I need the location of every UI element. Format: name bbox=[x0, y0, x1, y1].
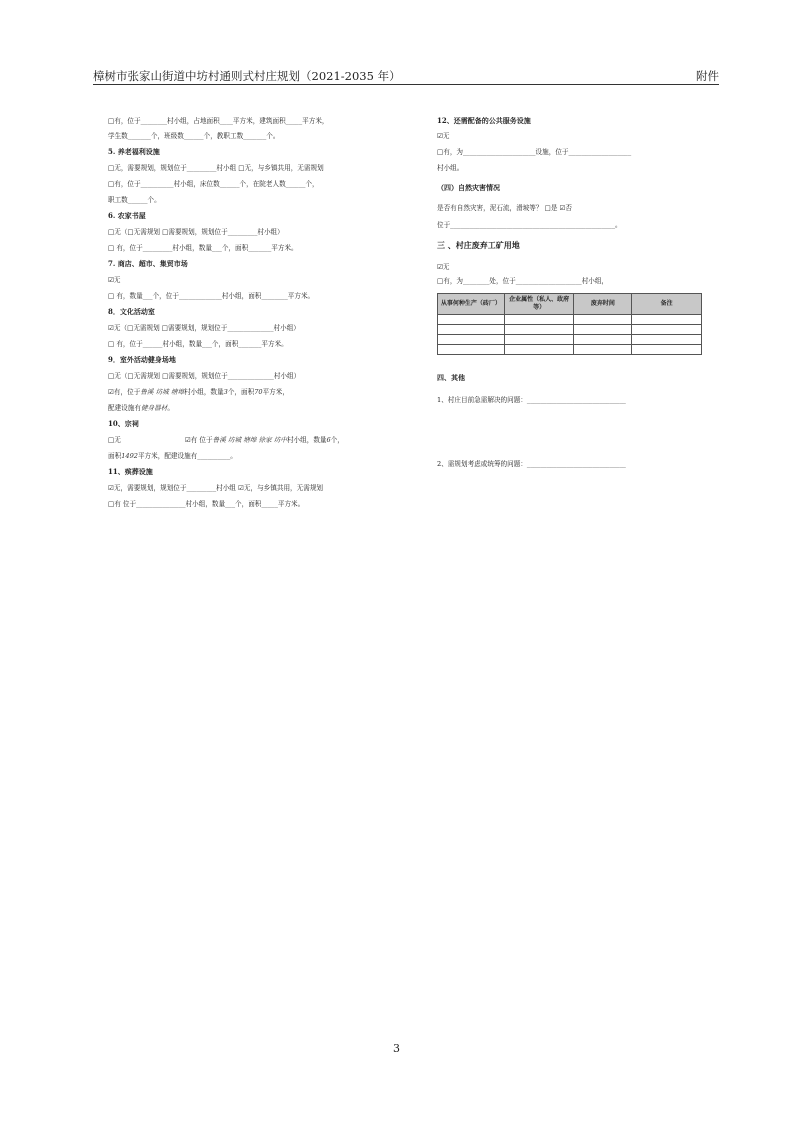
section-12-title: 12、还需配备的公共服务设施 bbox=[437, 116, 531, 125]
section-12-line-3: 村小组。 bbox=[437, 164, 464, 172]
table-cell bbox=[438, 315, 505, 325]
table-cell bbox=[438, 325, 505, 335]
table-cell bbox=[438, 345, 505, 355]
section-9-qty-label: 村小组，数量 bbox=[184, 388, 224, 396]
question-1: 1、村庄目前急需解决的问题：______________________________ bbox=[437, 396, 626, 404]
table-cell bbox=[574, 335, 632, 345]
disaster-line-2: 位于__________________________________________________。 bbox=[437, 221, 622, 229]
section-9-facility-handwritten: 健身器材 bbox=[140, 404, 168, 412]
section-5-line-3: 职工数______个。 bbox=[108, 196, 161, 204]
section-6-title: 6. 农家书屋 bbox=[108, 211, 146, 220]
table-row bbox=[438, 315, 702, 325]
school-line-2: 学生数_______个，班级数______个，教职工数_______个。 bbox=[108, 132, 280, 140]
section-10-line-1 bbox=[108, 435, 344, 445]
section-10-qty-handwritten: 6 bbox=[326, 436, 331, 444]
disaster-line-1: 是否有自然灾害，泥石流，滑坡等？ □是 ☑否 bbox=[437, 204, 573, 212]
section-7-line-2: □ 有，数量___个，位于_____________村小组，面积________平方米。 bbox=[108, 292, 315, 300]
section-7-line-1: ☑无 bbox=[108, 276, 121, 284]
section-11-line-2: □有 位于_______________村小组，数量___个，面积_____平方米。 bbox=[108, 500, 305, 508]
section-9-option: ☑有，位于 bbox=[108, 388, 141, 396]
section-10-area-label: 面积 bbox=[108, 452, 122, 460]
mining-land-title: 三 、村庄废弃工矿用地 bbox=[437, 240, 520, 250]
mining-line-1: ☑无 bbox=[437, 263, 450, 271]
table-cell bbox=[632, 335, 702, 345]
table-cell bbox=[504, 345, 574, 355]
table-cell bbox=[504, 335, 574, 345]
appendix-label: 附件 bbox=[696, 69, 719, 83]
section-9-line-3 bbox=[108, 403, 174, 413]
disaster-title: （四）自然灾害情况 bbox=[437, 183, 500, 192]
table-row bbox=[438, 345, 702, 355]
school-line-1: □有，位于________村小组，占地面积____平方米，建筑面积_____平方米， bbox=[108, 117, 329, 125]
table-cell bbox=[438, 335, 505, 345]
page-header bbox=[93, 68, 719, 85]
table-cell bbox=[574, 315, 632, 325]
section-5-line-2: □有，位于__________村小组，床位数______个，在院老人数______个， bbox=[108, 180, 319, 188]
section-10-facility: 平方米，配建设施有__________。 bbox=[137, 452, 237, 460]
section-10-none-option: □无 bbox=[108, 436, 121, 444]
section-9-title: 9．室外活动健身场地 bbox=[108, 355, 176, 364]
col-production-type: 从事何种生产（砖厂） bbox=[438, 294, 505, 315]
section-12-line-1: ☑无 bbox=[437, 132, 450, 140]
table-cell bbox=[632, 345, 702, 355]
col-enterprise-type: 企业属性（私人、政府等） bbox=[504, 294, 574, 315]
section-8-line-1: ☑无（□无需规划 □需要规划，规划位于______________村小组） bbox=[108, 324, 300, 332]
section-8-title: 8．文化活动室 bbox=[108, 307, 155, 316]
section-11-line-1: ☑无，需要规划，规划位于_________村小组 ☑无，与乡镇共用，无需规划 bbox=[108, 484, 324, 492]
section-12-line-2: □有，为______________________设施，位于___________________ bbox=[437, 148, 632, 156]
section-9-unit: 平方米， bbox=[262, 388, 289, 396]
section-9-line-1: □无（□无需规划 □需要规划，规划位于______________村小组） bbox=[108, 372, 301, 380]
section-9-area-handwritten: 70 bbox=[254, 388, 263, 396]
others-title: 四、其他 bbox=[437, 373, 465, 382]
section-6-line-2: □ 有，位于_________村小组，数量___个，面积_______平方米。 bbox=[108, 244, 298, 252]
section-10-qty-label: 村小组，数量 bbox=[286, 436, 327, 444]
section-6-line-1: □无（□无需规划 □需要规划，规划位于_________村小组） bbox=[108, 228, 284, 236]
section-10-line-2 bbox=[108, 451, 237, 461]
section-11-title: 11、殡葬设施 bbox=[108, 467, 153, 476]
page-number: 3 bbox=[393, 1042, 400, 1055]
mining-line-2: □有，为________处，位于____________________村小组， bbox=[437, 277, 609, 285]
section-9-groups-handwritten: 鲁溪 坊城 塘埠 bbox=[140, 388, 185, 396]
section-5-title: 5. 养老福利设施 bbox=[108, 147, 160, 156]
col-remarks: 备注 bbox=[632, 294, 702, 315]
abandoned-mining-table bbox=[437, 293, 702, 355]
section-9-qty-handwritten: 3 bbox=[223, 388, 228, 396]
table-cell bbox=[574, 325, 632, 335]
table-row bbox=[438, 335, 702, 345]
table-cell bbox=[574, 345, 632, 355]
table-cell bbox=[504, 315, 574, 325]
table-cell bbox=[632, 315, 702, 325]
section-10-area-handwritten: 1492 bbox=[121, 452, 138, 460]
section-9-area-label: 个，面积 bbox=[227, 388, 255, 396]
document-title: 樟树市张家山街道中坊村通则式村庄规划（2021-2035 年） bbox=[93, 69, 401, 83]
col-abandon-time: 废弃时间 bbox=[574, 294, 632, 315]
question-2: 2、需规划考虑或统筹的问题：______________________________ bbox=[437, 460, 626, 468]
section-10-has-option: ☑有 位于 bbox=[184, 436, 213, 444]
table-cell bbox=[632, 325, 702, 335]
table-header-row bbox=[438, 294, 702, 315]
section-5-line-1: □无，需要规划，规划位于_________村小组 □无，与乡镇共用，无需规划 bbox=[108, 164, 324, 172]
section-10-groups-handwritten: 鲁溪 坊城 塘埠 徐家 坊中 bbox=[212, 436, 287, 444]
section-9-end: 。 bbox=[167, 404, 174, 412]
section-7-title: 7. 商店、超市、集贸市场 bbox=[108, 259, 188, 268]
section-9-facility-label: 配建设施有 bbox=[108, 404, 141, 412]
section-8-line-2: □ 有，位于______村小组，数量___个，面积_______平方米。 bbox=[108, 340, 288, 348]
section-10-title: 10、宗祠 bbox=[108, 419, 139, 428]
section-10-unit: 个， bbox=[330, 436, 344, 444]
section-9-line-2 bbox=[108, 387, 289, 397]
table-cell bbox=[504, 325, 574, 335]
table-row bbox=[438, 325, 702, 335]
